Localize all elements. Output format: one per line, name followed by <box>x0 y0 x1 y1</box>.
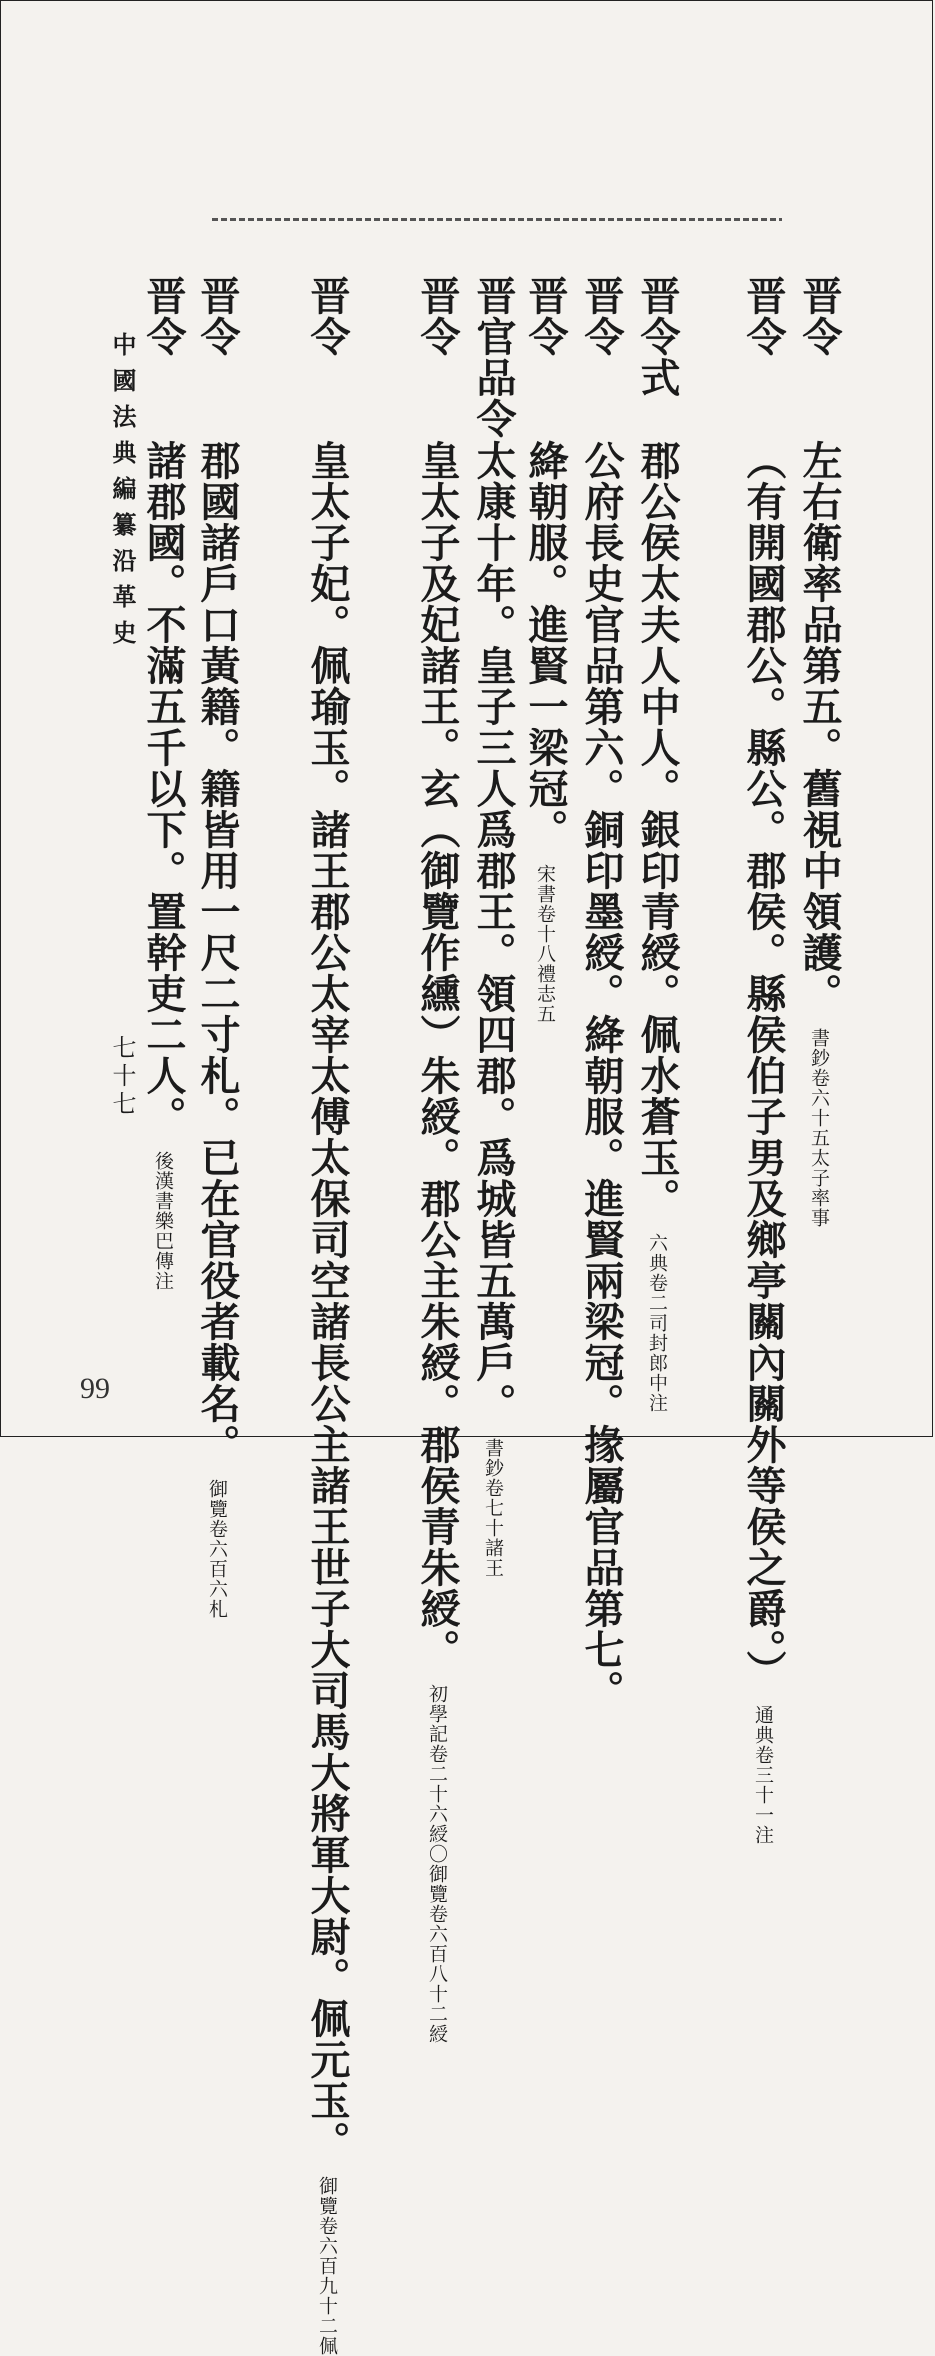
column-heading: 晋令 <box>740 275 787 357</box>
column-text: 郡公侯太夫人中人。銀印青綬。佩水蒼玉。 <box>634 440 681 1219</box>
text-column-3 <box>634 275 680 1413</box>
column-text: 左右衛率品第五。舊視中領護。 <box>796 440 843 1014</box>
column-text: 皇太子及妃諸王。玄（御覽作纁）朱綬。郡公主朱綬。郡侯青朱綬。 <box>414 440 461 1670</box>
column-text: 諸郡國。不滿五千以下。置幹吏二人。 <box>140 440 187 1137</box>
column-heading: 晋令 <box>414 275 461 357</box>
column-text: （有開國郡公。縣公。郡侯。縣侯伯子男及鄉亭關內關外等侯之爵。） <box>740 440 787 1691</box>
column-note: 御覽卷六百六札 <box>206 1479 228 1619</box>
column-heading: 晋令 <box>140 275 187 357</box>
column-note: 書鈔卷七十諸王 <box>482 1438 504 1578</box>
column-note: 宋書卷十八禮志五 <box>534 864 556 1024</box>
column-heading: 晋令 <box>304 275 351 357</box>
book-title: 中國法典編纂沿革史 <box>108 332 137 656</box>
column-note: 書鈔卷六十五太子率事 <box>808 1028 830 1228</box>
column-heading: 晋令 <box>796 275 843 357</box>
page-number: 99 <box>80 1372 110 1405</box>
text-column-9 <box>194 275 240 1619</box>
column-text: 皇太子妃。佩瑜玉。諸王郡公太宰太傅太保司空諸長公主諸王世子大司馬大將軍大尉。佩元玉。 <box>304 440 351 2162</box>
column-heading: 晋令式 <box>634 275 681 398</box>
text-column-10 <box>140 275 186 1291</box>
text-column-7 <box>414 275 460 2044</box>
text-column-2 <box>740 275 786 1845</box>
leaf-number: 七十七 <box>108 1035 136 1119</box>
column-heading: 晋令 <box>194 275 241 357</box>
column-text: 太康十年。皇子三人爲郡王。領四郡。爲城皆五萬戶。 <box>470 440 517 1424</box>
column-note: 六典卷二司封郎中注 <box>646 1233 668 1413</box>
text-column-1 <box>796 275 842 1228</box>
column-heading: 晋官品令 <box>470 275 517 439</box>
column-text: 公府長史官品第六。銅印墨綬。絳朝服。進賢兩梁冠。掾屬官品第七。 <box>578 440 625 1711</box>
column-heading: 晋令 <box>522 275 569 357</box>
column-note: 後漢書樂巴傳注 <box>152 1151 174 1291</box>
text-column-4 <box>578 275 624 1725</box>
column-note: 御覽卷六百九十二佩 <box>316 2176 338 2356</box>
column-text: 郡國諸戶口黃籍。籍皆用一尺二寸札。已在官役者載名。 <box>194 440 241 1465</box>
column-text: 絳朝服。進賢一梁冠。 <box>522 440 569 850</box>
column-note: 通典卷三十一注 <box>752 1705 774 1845</box>
column-heading: 晋令 <box>578 275 625 357</box>
text-column-8 <box>304 275 350 2356</box>
text-column-6 <box>470 275 516 1578</box>
column-note: 初學記卷二十六綬〇御覽卷六百八十二綬 <box>426 1684 448 2044</box>
text-column-5 <box>522 275 568 1024</box>
